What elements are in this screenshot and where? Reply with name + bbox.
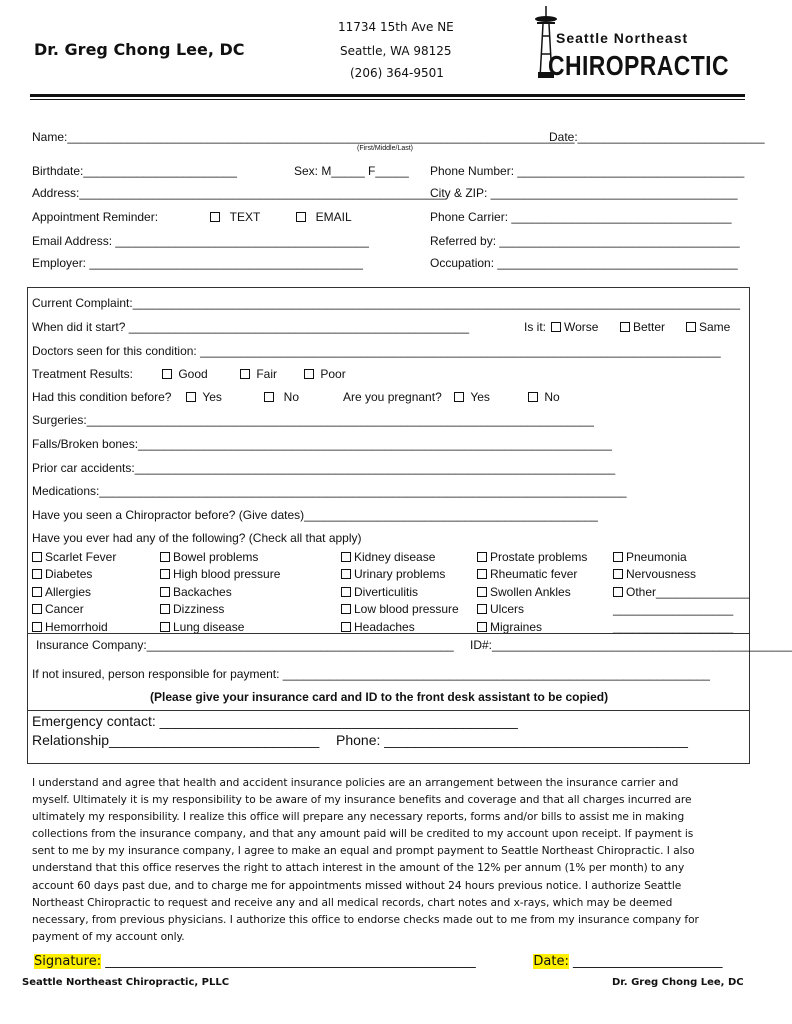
checkbox-icon[interactable]: [186, 392, 196, 402]
yes-label: Yes: [470, 390, 490, 404]
emergency-contact-field[interactable]: Emergency contact: ______________________________________________: [32, 713, 518, 729]
other-blank[interactable]: __________________: [613, 619, 734, 634]
insurance-id-field[interactable]: ID#:_____________________________________________: [470, 638, 792, 652]
condition-item[interactable]: Swollen Ankles: [477, 584, 587, 601]
checkbox-icon[interactable]: [613, 552, 623, 562]
good-label: Good: [178, 367, 208, 381]
reminder-email-option[interactable]: [296, 210, 352, 224]
checkbox-icon[interactable]: [613, 587, 623, 597]
checkbox-icon[interactable]: [160, 569, 170, 579]
signature-row: [34, 954, 741, 969]
checkbox-icon[interactable]: [32, 569, 42, 579]
checkbox-icon[interactable]: [296, 212, 306, 222]
condition-item[interactable]: Scarlet Fever: [32, 549, 116, 566]
had-before-no-option[interactable]: [264, 390, 299, 404]
worse-label: Worse: [564, 320, 599, 334]
same-label: Same: [699, 320, 731, 334]
header-rule-thin: [30, 99, 745, 100]
checkbox-icon[interactable]: [264, 392, 274, 402]
occupation-field[interactable]: Occupation: ____________________________________: [430, 256, 738, 270]
checkbox-icon[interactable]: [477, 569, 487, 579]
condition-item[interactable]: Hemorrhoid: [32, 619, 116, 636]
condition-item[interactable]: Kidney disease: [341, 549, 459, 566]
condition-item[interactable]: Rheumatic fever: [477, 566, 587, 583]
when-started-field[interactable]: When did it start? ___________________________________________________: [32, 320, 470, 334]
current-complaint-field[interactable]: Current Complaint:___________________________________________________________________________________________: [32, 296, 741, 310]
condition-item[interactable]: Diabetes: [32, 566, 116, 583]
signature-line[interactable]: _________________________________________________________: [105, 954, 476, 969]
conditions-header: Have you ever had any of the following? (Check all that apply): [32, 531, 362, 545]
footer-right: Dr. Greg Chong Lee, DC: [612, 977, 744, 988]
employer-field[interactable]: Employer: _________________________________________: [32, 256, 363, 270]
clinic-address-line1: 11734 15th Ave NE: [338, 20, 454, 34]
referred-by-field[interactable]: Referred by: ____________________________________: [430, 234, 740, 248]
checkbox-icon[interactable]: [551, 322, 561, 332]
no-label: No: [283, 390, 300, 404]
condition-item[interactable]: Nervousness: [613, 566, 749, 583]
signature-date-line[interactable]: _______________________: [572, 954, 723, 969]
checkbox-icon[interactable]: [304, 369, 314, 379]
birthdate-field[interactable]: Birthdate:_______________________: [32, 164, 237, 178]
condition-item[interactable]: High blood pressure: [160, 566, 280, 583]
checkbox-icon[interactable]: [160, 587, 170, 597]
checkbox-icon[interactable]: [160, 622, 170, 632]
condition-item[interactable]: Pneumonia: [613, 549, 749, 566]
sex-field[interactable]: Sex: M_____ F_____: [294, 164, 409, 178]
condition-item[interactable]: Ulcers: [477, 601, 587, 618]
other-field[interactable]: ______________: [656, 584, 750, 599]
treatment-results-label: Treatment Results:: [32, 367, 133, 381]
checkbox-icon[interactable]: [341, 569, 351, 579]
phone-number-field[interactable]: Phone Number: __________________________________: [430, 164, 745, 178]
checkbox-icon[interactable]: [160, 552, 170, 562]
header-rule-thick: [30, 94, 745, 97]
other-blank[interactable]: __________________: [613, 602, 734, 617]
city-zip-field[interactable]: City & ZIP: _____________________________________: [430, 186, 738, 200]
same-option[interactable]: [686, 320, 730, 334]
car-accidents-field[interactable]: Prior car accidents:________________________________________________________________________: [32, 461, 616, 475]
reminder-email-label: EMAIL: [315, 210, 352, 224]
had-before-yes-option[interactable]: [186, 390, 222, 404]
checkbox-icon[interactable]: [160, 604, 170, 614]
better-option[interactable]: [620, 320, 665, 334]
checkbox-icon[interactable]: [477, 552, 487, 562]
checkbox-icon[interactable]: [528, 392, 538, 402]
logo-bottom-text: CHIROPRACTIC: [548, 50, 729, 81]
email-address-field[interactable]: Email Address: ______________________________________: [32, 234, 369, 248]
condition-item[interactable]: Low blood pressure: [341, 601, 459, 618]
name-hint: (First/Middle/Last): [357, 145, 414, 152]
checkbox-icon[interactable]: [686, 322, 696, 332]
checkbox-icon[interactable]: [341, 552, 351, 562]
checkbox-icon[interactable]: [32, 552, 42, 562]
is-it-label: Is it:: [524, 320, 547, 334]
condition-item[interactable]: Other______________: [613, 584, 749, 601]
conditions-col-1: [32, 549, 116, 636]
condition-item[interactable]: Backaches: [160, 584, 280, 601]
signature-date-label: Date:: [533, 954, 569, 969]
address-field[interactable]: Address:_______________________________________________________: [32, 186, 447, 200]
checkbox-icon[interactable]: [32, 622, 42, 632]
footer-left: Seattle Northeast Chiropractic, PLLC: [22, 977, 230, 988]
insurance-card-note: (Please give your insurance card and ID to the front desk assistant to be copied): [150, 690, 609, 704]
fair-label: Fair: [256, 367, 278, 381]
treatment-poor-option[interactable]: [304, 367, 346, 381]
surgeries-field[interactable]: Surgeries:____________________________________________________________________________: [32, 413, 594, 427]
condition-item[interactable]: Bowel problems: [160, 549, 280, 566]
clinic-address-line2: Seattle, WA 98125: [340, 44, 452, 58]
checkbox-icon[interactable]: [454, 392, 464, 402]
yes-label: Yes: [202, 390, 222, 404]
phone-carrier-field[interactable]: Phone Carrier: _________________________________: [430, 210, 732, 224]
poor-label: Poor: [320, 367, 346, 381]
name-field[interactable]: Name:____________________________________________________________________________: [32, 130, 575, 144]
checkbox-icon[interactable]: [341, 604, 351, 614]
checkbox-icon[interactable]: [341, 622, 351, 632]
doctor-name: Dr. Greg Chong Lee, DC: [34, 40, 245, 59]
condition-item[interactable]: Allergies: [32, 584, 116, 601]
date-field[interactable]: Date:____________________________: [549, 130, 765, 144]
condition-item[interactable]: Headaches: [341, 619, 459, 636]
emergency-phone-field[interactable]: Phone: _______________________________________: [336, 732, 688, 748]
medications-field[interactable]: Medications:_______________________________________________________________________________: [32, 484, 627, 498]
doctors-seen-field[interactable]: Doctors seen for this condition: ______________________________________________________________________________: [32, 344, 721, 358]
clinic-logo: [534, 6, 729, 82]
checkbox-icon[interactable]: [162, 369, 172, 379]
checkbox-icon[interactable]: [477, 622, 487, 632]
pregnant-no-option[interactable]: [528, 390, 560, 404]
no-label: No: [544, 390, 560, 404]
conditions-col-2: [160, 549, 280, 636]
insurance-company-field[interactable]: Insurance Company:______________________________________________: [36, 638, 454, 652]
conditions-col-5: [613, 549, 749, 636]
signature-label: Signature:: [34, 954, 102, 969]
treatment-fair-option[interactable]: [240, 367, 277, 381]
checkbox-icon[interactable]: [477, 587, 487, 597]
condition-item[interactable]: Lung disease: [160, 619, 280, 636]
checkbox-icon[interactable]: [620, 322, 630, 332]
agreement-text: I understand and agree that health and accident insurance policies are an arrangement between the insurance carrier and myself. Ultimately it is my responsibility to be aware of my insurance benefits and coverage and that all charges incurred are ultimately my responsibility. I realize this office will prepare any necessary reports, forms and/or bills to assist me in making collections from the insurance company, and that any amount paid will be credited to my account upon receipt. If payment is sent to me by my insurance company, I agree to make an equal and prompt payment to Seattle Northeast Chiropractic. I also understand that this office reserves the right to attach interest in the amount of the 12% per annum (1% per month) to any account 60 days past due, and to charge me for appointments missed without 24 hours previous notice. I authorize Seattle Northeast Chiropractic to request and receive any and all medical records, chart notes and x-rays, which may be deemed necessary, from previous physicians. I authorize this office to endorse checks made out to me from my insurance company for payment of my account only.: [32, 777, 699, 943]
condition-item[interactable]: Prostate problems: [477, 549, 587, 566]
pregnant-yes-option[interactable]: [454, 390, 490, 404]
seen-chiropractor-field[interactable]: Have you seen a Chiropractor before? (Give dates)____________________________________________: [32, 508, 598, 522]
falls-field[interactable]: Falls/Broken bones:_______________________________________________________________________: [32, 437, 612, 451]
checkbox-icon[interactable]: [32, 587, 42, 597]
conditions-col-4: [477, 549, 587, 636]
relationship-field[interactable]: Relationship___________________________: [32, 732, 320, 748]
checkbox-icon[interactable]: [341, 587, 351, 597]
condition-item[interactable]: Cancer: [32, 601, 116, 618]
condition-item[interactable]: Urinary problems: [341, 566, 459, 583]
treatment-good-option[interactable]: [162, 367, 208, 381]
reminder-text-label: TEXT: [229, 210, 261, 224]
checkbox-icon[interactable]: [240, 369, 250, 379]
logo-top-text: Seattle Northeast: [556, 30, 689, 46]
checkbox-icon[interactable]: [210, 212, 220, 222]
reminder-text-option[interactable]: [210, 210, 260, 224]
responsible-party-field[interactable]: If not insured, person responsible for payment: ________________________________________________________________: [32, 667, 710, 681]
condition-item[interactable]: Dizziness: [160, 601, 280, 618]
condition-item[interactable]: Diverticulitis: [341, 584, 459, 601]
condition-item[interactable]: Migraines: [477, 619, 587, 636]
pregnant-label: Are you pregnant?: [343, 390, 442, 404]
better-label: Better: [633, 320, 666, 334]
checkbox-icon[interactable]: [477, 604, 487, 614]
worse-option[interactable]: [551, 320, 598, 334]
checkbox-icon[interactable]: [32, 604, 42, 614]
conditions-col-3: [341, 549, 459, 636]
appointment-reminder-label: Appointment Reminder:: [32, 210, 159, 224]
checkbox-icon[interactable]: [613, 569, 623, 579]
had-before-label: Had this condition before?: [32, 390, 172, 404]
clinic-phone: (206) 364-9501: [350, 66, 444, 80]
